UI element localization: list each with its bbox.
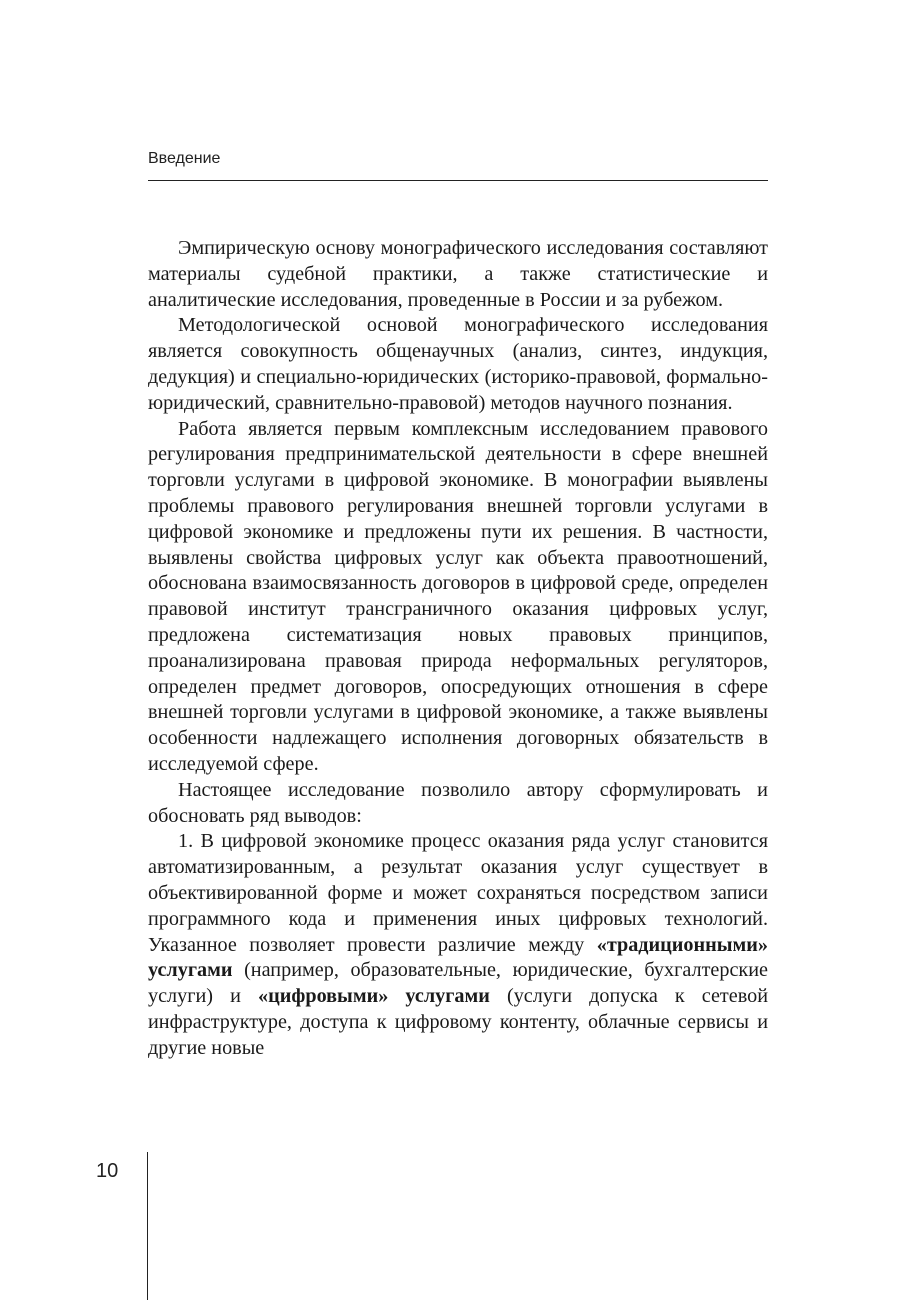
point-1-text-c: (услуги допуска к сетевой инфраструктуре, доступа к цифровому контенту, облачные сервисы и другие новые	[148, 985, 768, 1059]
margin-rule	[147, 1152, 148, 1300]
paragraph-point-1	[148, 829, 768, 1061]
body-text	[148, 236, 768, 1062]
paragraph-conclusions-intro: Настоящее исследование позволило автору сформулировать и обосновать ряд выводов:	[148, 778, 768, 827]
point-1-text-a: 1. В цифровой экономике процесс оказания ряда услуг становится автоматизированным, а результат оказания услуг существует в объективированной форме и может сохраняться посредством записи программного кода и применения иных цифровых технологий. Указанное позволяет провести различие между	[148, 830, 768, 956]
paragraph-methodology: Методологической основой монографического исследования является совокупность общенаучных (анализ, синтез, индукция, дедукция) и специально-юридических (историко-правовой, формально-юридический, сравнительно-правовой) методов научного познания.	[148, 314, 768, 414]
paragraph-empirical-basis: Эмпирическую основу монографического исследования составляют материалы судебной практики, а также статистические и аналитические исследования, проведенные в России и за рубежом.	[148, 237, 768, 311]
page-number: 10	[96, 1160, 119, 1182]
paragraph-novelty: Работа является первым комплексным исследованием правового регулирования предпринимательской деятельности в сфере внешней торговли услугами в цифровой экономике. В монографии выявлены проблемы правового регулирования внешней торговли услугами в цифровой экономике и предложены пути их решения. В частности, выявлены свойства цифровых услуг как объекта правоотношений, обоснована взаимосвязанность договоров в цифровой среде, определен правовой институт трансграничного оказания цифровых услуг, предложена систематизация новых правовых принципов, проанализирована правовая природа неформальных регуляторов, определен предмет договоров, опосредующих отношения в сфере внешней торговли услугами в цифровой экономике, а также выявлены особенности надлежащего исполнения договорных обязательств в исследуемой сфере.	[148, 417, 768, 775]
term-digital-services: «цифровыми» услугами	[258, 985, 490, 1008]
term-traditional-services: «традиционными» услугами	[148, 933, 768, 982]
running-head-title: Введение	[148, 150, 221, 167]
header-rule	[148, 180, 768, 181]
point-1-text-b: (например, образовательные, юридические, бухгалтерские услуги) и	[148, 959, 768, 1008]
